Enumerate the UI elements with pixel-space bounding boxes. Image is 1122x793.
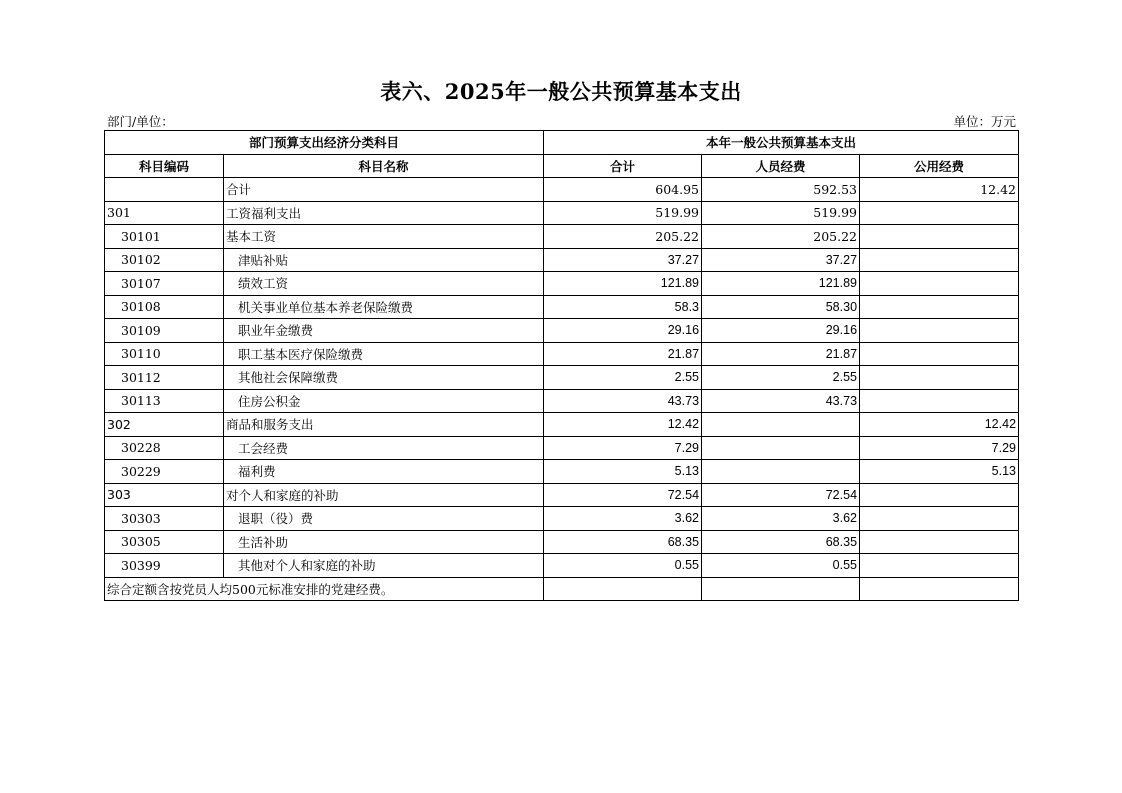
table-row (105, 366, 1019, 390)
cell-name: 商品和服务支出 (224, 413, 544, 437)
cell-total: 3.62 (544, 507, 702, 531)
cell-code: 303 (105, 483, 224, 507)
cell-name: 基本工资 (224, 225, 544, 249)
cell-public (860, 507, 1019, 531)
cell-name: 绩效工资 (224, 272, 544, 296)
budget-table (104, 130, 1019, 601)
note-row (105, 577, 1019, 601)
table-row (105, 201, 1019, 225)
cell-total: 12.42 (544, 413, 702, 437)
header-total: 合计 (544, 154, 702, 178)
cell-total: 72.54 (544, 483, 702, 507)
table-row (105, 389, 1019, 413)
table-row (105, 460, 1019, 484)
cell-name: 住房公积金 (224, 389, 544, 413)
cell-total: 68.35 (544, 530, 702, 554)
cell-code: 30109 (105, 319, 224, 343)
cell-code: 30399 (105, 554, 224, 578)
cell-code: 30113 (105, 389, 224, 413)
cell-code: 30303 (105, 507, 224, 531)
department-label: 部门/单位： (107, 114, 174, 129)
table-row (105, 225, 1019, 249)
cell-public: 12.42 (860, 413, 1019, 437)
table-row (105, 295, 1019, 319)
cell-total: 29.16 (544, 319, 702, 343)
table-row (105, 319, 1019, 343)
cell-personnel: 3.62 (702, 507, 860, 531)
cell-public (860, 530, 1019, 554)
cell-personnel: 121.89 (702, 272, 860, 296)
cell-name: 合计 (224, 178, 544, 202)
cell-code: 30229 (105, 460, 224, 484)
cell-public (860, 342, 1019, 366)
table-row (105, 483, 1019, 507)
cell-personnel: 72.54 (702, 483, 860, 507)
cell-personnel: 0.55 (702, 554, 860, 578)
cell-public (860, 225, 1019, 249)
cell-code: 30107 (105, 272, 224, 296)
cell-code: 30112 (105, 366, 224, 390)
cell-public (860, 483, 1019, 507)
cell-code: 30108 (105, 295, 224, 319)
header-public: 公用经费 (860, 154, 1019, 178)
cell-code: 302 (105, 413, 224, 437)
header-row-columns (105, 154, 1019, 178)
cell-name: 职工基本医疗保险缴费 (224, 342, 544, 366)
cell-public (860, 389, 1019, 413)
cell-total: 604.95 (544, 178, 702, 202)
cell-total: 5.13 (544, 460, 702, 484)
cell-name: 工资福利支出 (224, 201, 544, 225)
cell-personnel: 43.73 (702, 389, 860, 413)
cell-personnel: 592.53 (702, 178, 860, 202)
header-row-group (105, 131, 1019, 155)
cell-personnel (702, 413, 860, 437)
cell-personnel: 205.22 (702, 225, 860, 249)
table-row (105, 530, 1019, 554)
table-row (105, 436, 1019, 460)
table-row (105, 272, 1019, 296)
cell-name: 职业年金缴费 (224, 319, 544, 343)
cell-total: 0.55 (544, 554, 702, 578)
cell-name: 生活补助 (224, 530, 544, 554)
table-row (105, 178, 1019, 202)
cell-public (860, 554, 1019, 578)
header-name: 科目名称 (224, 154, 544, 178)
header-code: 科目编码 (105, 154, 224, 178)
cell-name: 其他社会保障缴费 (224, 366, 544, 390)
cell-total: 7.29 (544, 436, 702, 460)
cell-total: 37.27 (544, 248, 702, 272)
cell-code: 30101 (105, 225, 224, 249)
table-row (105, 413, 1019, 437)
cell-personnel: 58.30 (702, 295, 860, 319)
cell-name: 退职（役）费 (224, 507, 544, 531)
cell-code: 30110 (105, 342, 224, 366)
cell-name: 机关事业单位基本养老保险缴费 (224, 295, 544, 319)
cell-public (860, 272, 1019, 296)
cell-public: 12.42 (860, 178, 1019, 202)
footnote: 综合定额含按党员人均500元标准安排的党建经费。 (105, 577, 544, 601)
cell-public (860, 201, 1019, 225)
table-row (105, 248, 1019, 272)
cell-personnel: 29.16 (702, 319, 860, 343)
cell-public (860, 248, 1019, 272)
cell-total: 58.3 (544, 295, 702, 319)
cell-code: 30305 (105, 530, 224, 554)
header-annual-expenditure: 本年一般公共预算基本支出 (544, 131, 1019, 155)
empty-cell (860, 577, 1019, 601)
cell-personnel: 21.87 (702, 342, 860, 366)
cell-name: 工会经费 (224, 436, 544, 460)
cell-personnel: 2.55 (702, 366, 860, 390)
cell-code: 30228 (105, 436, 224, 460)
table-row (105, 342, 1019, 366)
header-classification: 部门预算支出经济分类科目 (105, 131, 544, 155)
cell-personnel (702, 460, 860, 484)
cell-personnel: 519.99 (702, 201, 860, 225)
cell-public: 5.13 (860, 460, 1019, 484)
cell-public: 7.29 (860, 436, 1019, 460)
cell-name: 其他对个人和家庭的补助 (224, 554, 544, 578)
table-row (105, 554, 1019, 578)
unit-label: 单位：万元 (953, 114, 1016, 129)
cell-personnel: 37.27 (702, 248, 860, 272)
cell-public (860, 295, 1019, 319)
cell-code: 301 (105, 201, 224, 225)
header-personnel: 人员经费 (702, 154, 860, 178)
cell-personnel (702, 436, 860, 460)
cell-name: 福利费 (224, 460, 544, 484)
cell-name: 对个人和家庭的补助 (224, 483, 544, 507)
empty-cell (544, 577, 702, 601)
empty-cell (702, 577, 860, 601)
cell-total: 121.89 (544, 272, 702, 296)
cell-total: 519.99 (544, 201, 702, 225)
cell-total: 43.73 (544, 389, 702, 413)
cell-code: 30102 (105, 248, 224, 272)
cell-total: 2.55 (544, 366, 702, 390)
cell-total: 205.22 (544, 225, 702, 249)
cell-public (860, 319, 1019, 343)
cell-total: 21.87 (544, 342, 702, 366)
cell-public (860, 366, 1019, 390)
cell-name: 津贴补贴 (224, 248, 544, 272)
cell-code (105, 178, 224, 202)
table-row (105, 507, 1019, 531)
page-title: 表六、2025年一般公共预算基本支出 (380, 79, 742, 104)
cell-personnel: 68.35 (702, 530, 860, 554)
